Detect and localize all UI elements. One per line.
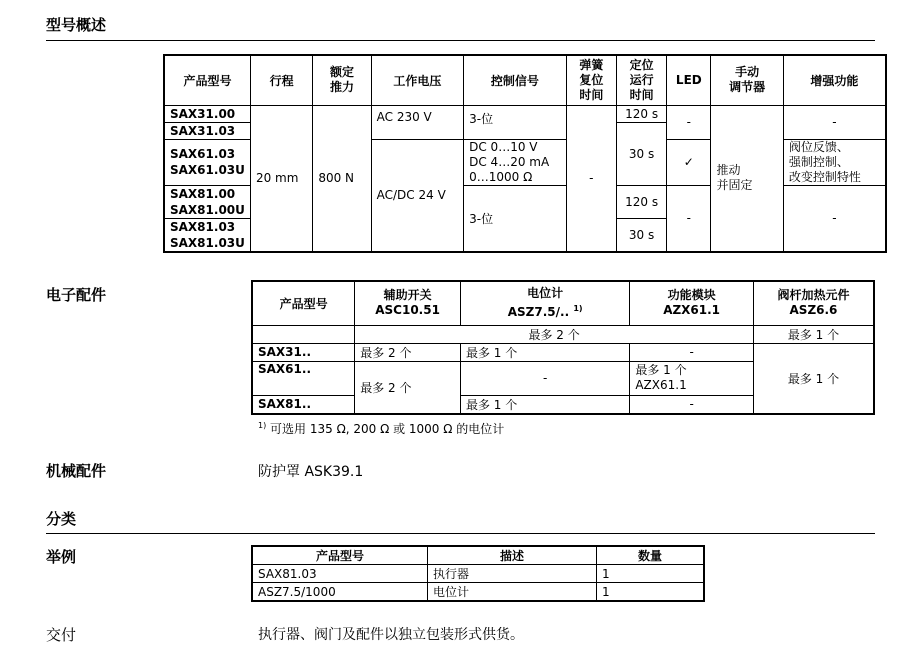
table-header-row — [164, 55, 886, 105]
electronic-accessories-table — [251, 280, 875, 415]
section-divider — [46, 533, 875, 534]
enhanced-cell: - — [783, 185, 886, 252]
header-spring-time: 弹簧 复位 时间 — [566, 55, 616, 105]
product-cell: ASZ7.5/1000 — [252, 583, 427, 602]
table-row — [252, 583, 704, 602]
model-cell: SAX61.03 SAX61.03U — [164, 139, 250, 185]
header-voltage: 工作电压 — [371, 55, 464, 105]
description-cell: 电位计 — [427, 583, 596, 602]
header-function-module: 功能模块 AZX61.1 — [630, 281, 754, 325]
table-header-row — [252, 281, 874, 325]
voltage-cell: AC 230 V — [371, 105, 464, 139]
enhanced-cell: - — [783, 105, 886, 139]
run-time-cell: 120 s — [616, 105, 666, 122]
model-overview-table — [163, 54, 887, 253]
aux-cell: 最多 2 个 — [355, 361, 461, 414]
empty-cell — [252, 325, 355, 343]
stroke-cell: 20 mm — [250, 105, 312, 252]
spring-cell: - — [566, 105, 616, 252]
aux-cell: 最多 2 个 — [355, 343, 461, 361]
model-cell: SAX61.. — [252, 361, 355, 395]
signal-cell: 3-位 — [464, 105, 567, 139]
manual-cell: 推动 并固定 — [711, 105, 783, 252]
signal-cell: DC 0…10 V DC 4…20 mA 0…1000 Ω — [464, 139, 567, 185]
enhanced-cell: 阀位反馈、 强制控制、 改变控制特性 — [783, 139, 886, 185]
table-row — [252, 343, 874, 361]
header-led: LED — [667, 55, 711, 105]
pot-cell: 最多 1 个 — [460, 395, 629, 414]
header-manual: 手动 调节器 — [711, 55, 783, 105]
example-table — [251, 545, 705, 602]
table-header-row — [252, 546, 704, 565]
max-cell: 最多 1 个 — [753, 325, 874, 343]
section-title-delivery: 交付 — [46, 626, 77, 644]
footnote-text: 可选用 135 Ω, 200 Ω 或 1000 Ω 的电位计 — [270, 422, 505, 436]
section-divider — [46, 40, 875, 41]
run-time-cell: 30 s — [616, 122, 666, 185]
quantity-cell: 1 — [597, 565, 704, 583]
table-row — [252, 325, 874, 343]
signal-cell: 3-位 — [464, 185, 567, 252]
model-cell: SAX31.00 — [164, 105, 250, 122]
model-cell: SAX31.03 — [164, 122, 250, 139]
header-stem-heater: 阀杆加热元件 ASZ6.6 — [753, 281, 874, 325]
product-cell: SAX81.03 — [252, 565, 427, 583]
header-product: 产品型号 — [164, 55, 250, 105]
delivery-text: 执行器、阀门及配件以独立包装形式供货。 — [258, 627, 524, 643]
section-title-electronic-accessories: 电子配件 — [46, 286, 107, 304]
heat-cell: 最多 1 个 — [753, 343, 874, 414]
table-row — [252, 565, 704, 583]
footnote — [258, 420, 504, 437]
header-description: 描述 — [427, 546, 596, 565]
header-aux-switch: 辅助开关 ASC10.51 — [355, 281, 461, 325]
header-positioning-time: 定位 运行 时间 — [616, 55, 666, 105]
header-force: 额定 推力 — [313, 55, 371, 105]
header-enhanced: 增强功能 — [783, 55, 886, 105]
led-cell: ✓ — [667, 139, 711, 185]
section-title-mechanical-accessories: 机械配件 — [46, 462, 107, 480]
section-title-example: 举例 — [46, 548, 77, 566]
model-cell: SAX31.. — [252, 343, 355, 361]
quantity-cell: 1 — [597, 583, 704, 602]
pot-cell: - — [460, 361, 629, 395]
section-title-classification: 分类 — [46, 510, 77, 528]
led-cell: - — [667, 185, 711, 252]
header-potentiometer: 电位计 ASZ7.5/.. $^{1)}$ — [460, 281, 629, 325]
model-cell: SAX81.00 SAX81.00U — [164, 185, 250, 218]
func-cell: 最多 1 个 AZX61.1 — [630, 361, 754, 395]
mechanical-accessory-text: 防护罩 ASK39.1 — [258, 464, 364, 480]
max-cell: 最多 2 个 — [355, 325, 754, 343]
voltage-cell: AC/DC 24 V — [371, 139, 464, 252]
force-cell: 800 N — [313, 105, 371, 252]
func-cell: - — [630, 343, 754, 361]
model-cell: SAX81.. — [252, 395, 355, 414]
footnote-mark: 1) — [258, 421, 267, 430]
led-cell: - — [667, 105, 711, 139]
header-stroke: 行程 — [250, 55, 312, 105]
description-cell: 执行器 — [427, 565, 596, 583]
model-cell: SAX81.03 SAX81.03U — [164, 218, 250, 252]
header-product: 产品型号 — [252, 281, 355, 325]
header-quantity: 数量 — [597, 546, 704, 565]
run-time-cell: 30 s — [616, 218, 666, 252]
run-time-cell: 120 s — [616, 185, 666, 218]
func-cell: - — [630, 395, 754, 414]
pot-cell: 最多 1 个 — [460, 343, 629, 361]
table-row — [164, 105, 886, 122]
section-title-model-overview: 型号概述 — [46, 16, 107, 34]
header-product: 产品型号 — [252, 546, 427, 565]
header-signal: 控制信号 — [464, 55, 567, 105]
